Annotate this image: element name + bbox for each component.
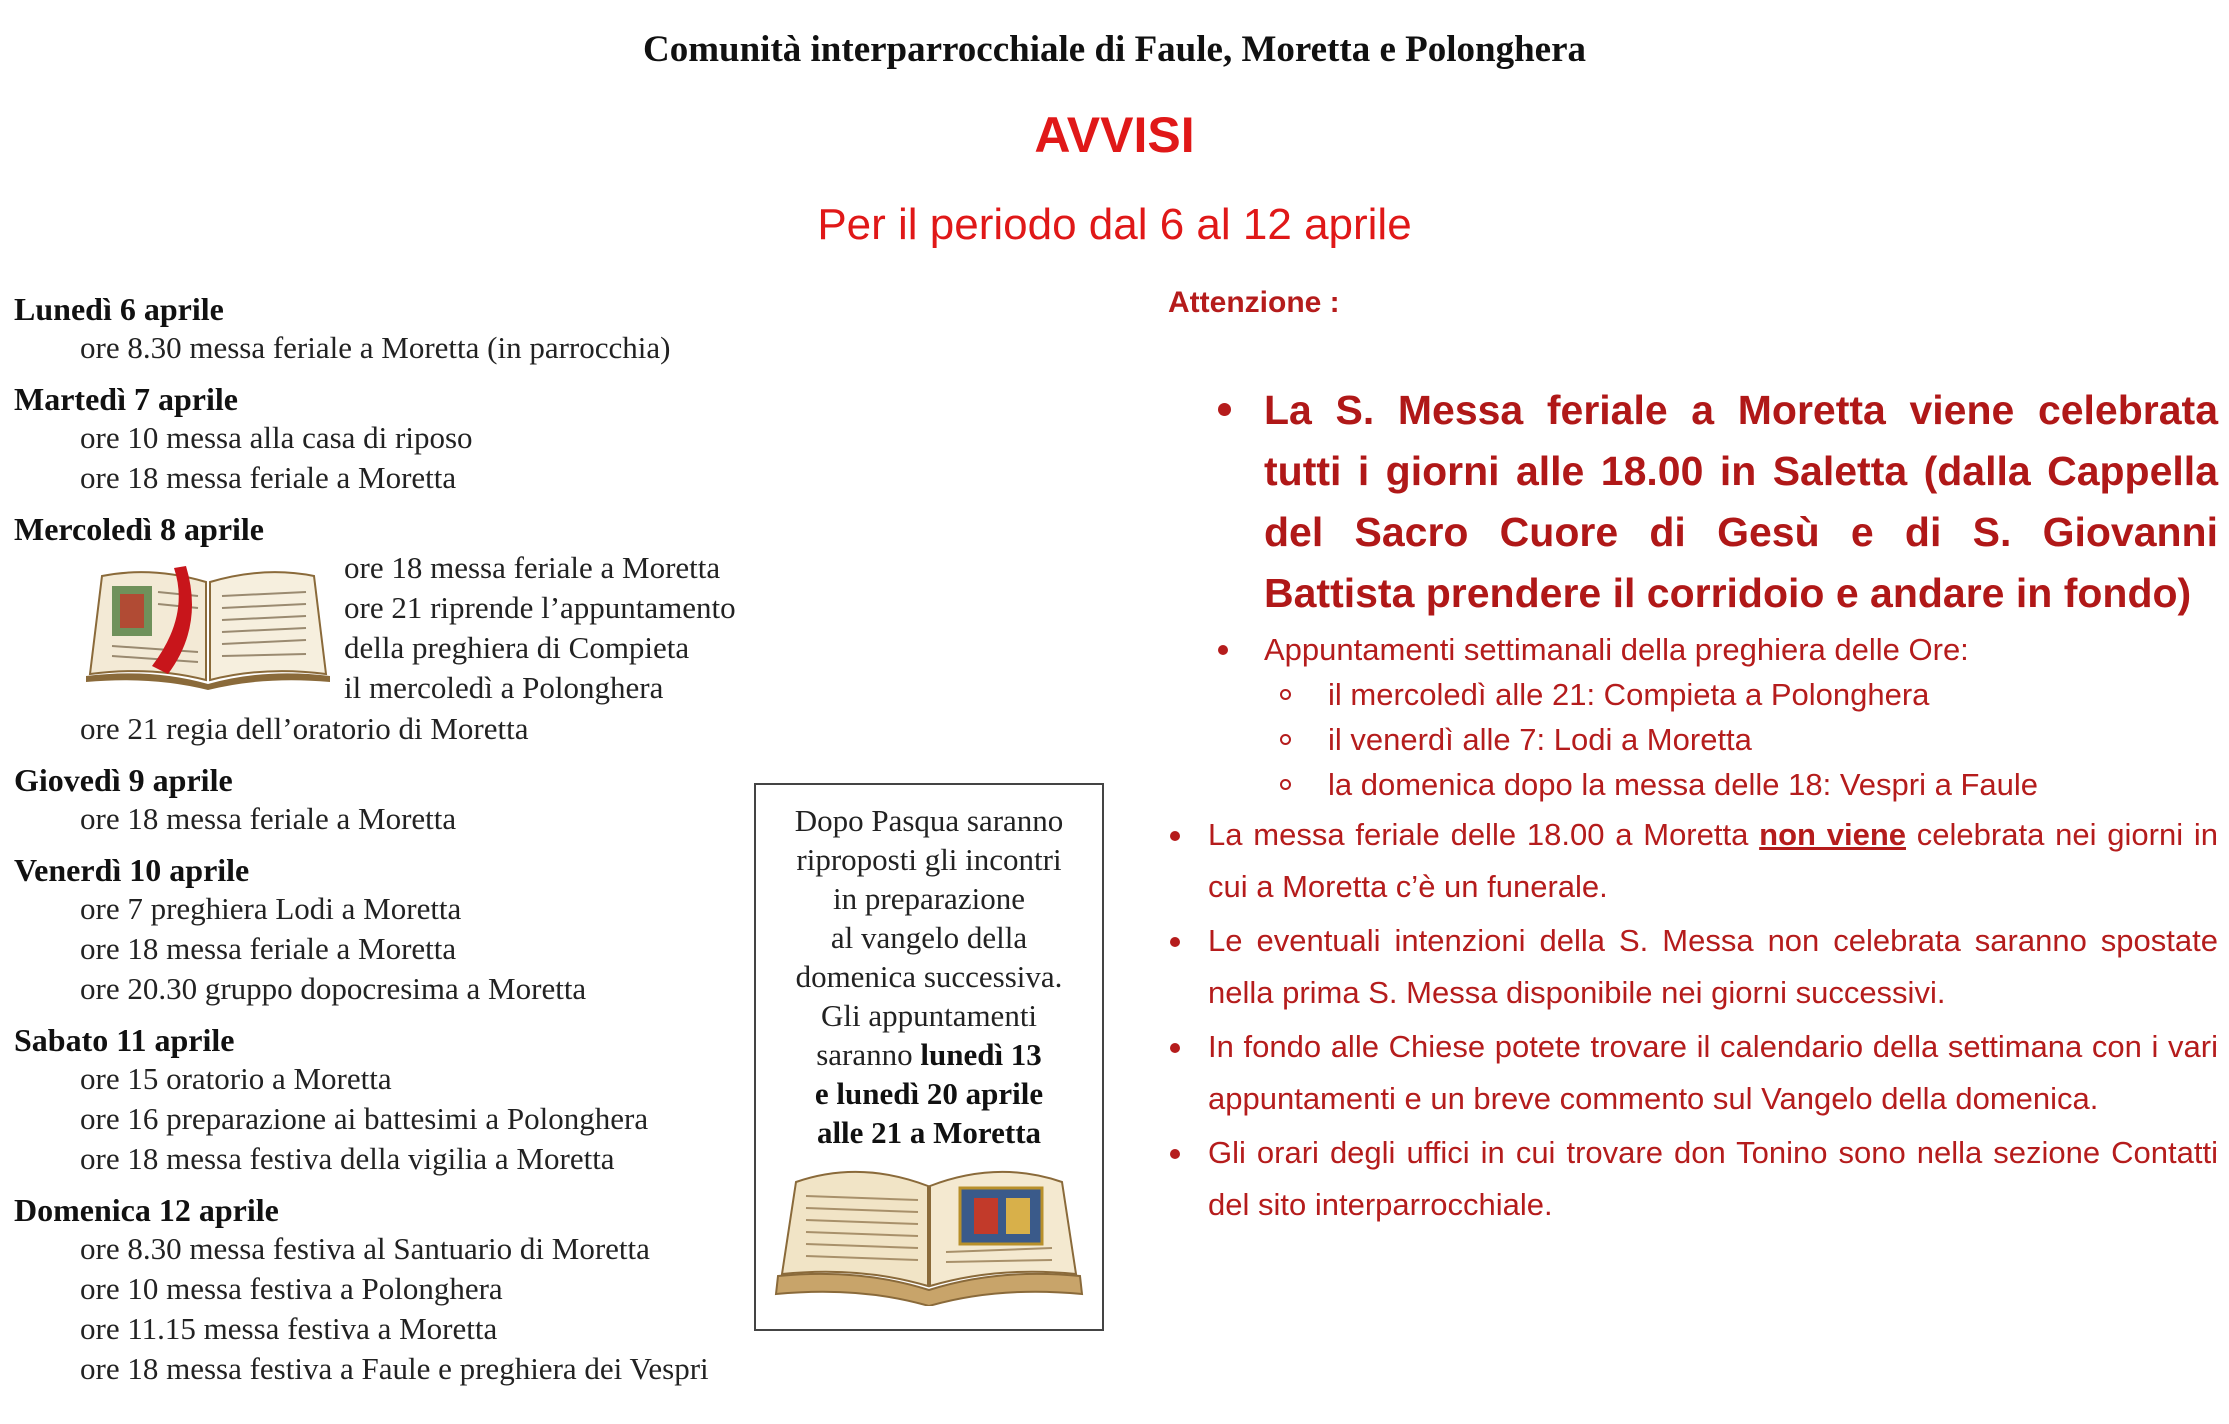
- notice-intentions: Le eventuali intenzioni della S. Messa non celebrata saranno spostate nella prima S. Messa disponibile nei giorni successivi.: [1168, 915, 2218, 1019]
- box-line: in preparazione: [833, 881, 1025, 916]
- notice-calendar: In fondo alle Chiese potete trovare il calendario della settimana con i vari appuntamenti e un breve commento sul Vangelo della domenica.: [1168, 1021, 2218, 1125]
- schedule-entry: il mercoledì a Polonghera: [344, 670, 664, 705]
- gospel-meetings-text: [756, 801, 1102, 1152]
- community-title: Comunità interparrocchiale di Faule, Moretta e Polonghera: [642, 29, 1586, 70]
- box-line: Gli appuntamenti: [820, 998, 1038, 1033]
- day-wednesday: [14, 510, 794, 749]
- schedule-entry: ore 18 messa feriale a Moretta: [80, 460, 457, 495]
- schedule-entry: ore 8.30 messa festiva al Santuario di Moretta: [80, 1231, 650, 1266]
- schedule-entry: ore 20.30 gruppo dopocresima a Moretta: [80, 971, 587, 1006]
- day-sunday: [14, 1191, 794, 1389]
- circle-bullet-icon: [1280, 689, 1291, 700]
- open-book-ribbon-image: [82, 556, 334, 690]
- schedule-entry: ore 10 messa festiva a Polonghera: [80, 1271, 503, 1306]
- notice-main-text: La S. Messa feriale a Moretta viene celebrata tutti i giorni alle 18.00 in Saletta (dalla Cappella del Sacro Cuore di Gesù e di S. Giovanni Battista prendere il corridoio e andare in fondo): [1264, 387, 2218, 616]
- schedule-entry: ore 18 messa feriale a Moretta: [80, 801, 457, 836]
- weekly-schedule: [14, 290, 794, 1401]
- day-tuesday: [14, 380, 794, 498]
- box-line: e lunedì 20 aprile: [814, 1076, 1044, 1111]
- circle-bullet-icon: [1280, 779, 1291, 790]
- bullet-icon: [1170, 1043, 1180, 1053]
- box-line: riproposti gli incontri: [796, 842, 1062, 877]
- day-title: Martedì 7 aprile: [14, 381, 238, 417]
- day-thursday: [14, 761, 794, 839]
- list-item: la domenica dopo la messa delle 18: Vespri a Faule: [1328, 762, 2218, 807]
- attention-label: Attenzione :: [1168, 286, 1340, 319]
- box-line: alle 21 a Moretta: [816, 1115, 1042, 1150]
- circle-bullet-icon: [1280, 734, 1291, 745]
- avvisi-heading: AVVISI: [1034, 107, 1195, 163]
- schedule-entry: ore 21 regia dell’oratorio di Moretta: [80, 711, 529, 746]
- open-gospel-book-image: [770, 1156, 1088, 1306]
- box-line: saranno lunedì 13: [816, 1037, 1042, 1072]
- day-saturday: [14, 1021, 794, 1179]
- bullet-icon: [1218, 645, 1228, 655]
- notice-funeral: La messa feriale delle 18.00 a Moretta non viene celebrata nei giorni in cui a Moretta c’è un funerale.: [1168, 809, 2218, 913]
- box-line: Dopo Pasqua saranno: [794, 803, 1064, 838]
- notices-section: [1168, 286, 2218, 1231]
- schedule-entry: ore 10 messa alla casa di riposo: [80, 420, 473, 455]
- schedule-entry: ore 8.30 messa feriale a Moretta (in parrocchia): [80, 330, 671, 365]
- schedule-entry: ore 21 riprende l’appuntamento: [344, 590, 736, 625]
- box-line: domenica successiva.: [795, 959, 1063, 994]
- bullet-icon: [1170, 937, 1180, 947]
- gospel-meetings-box: [754, 783, 1104, 1331]
- box-line: al vangelo della: [830, 920, 1028, 955]
- schedule-entry: ore 16 preparazione ai battesimi a Polonghera: [80, 1101, 649, 1136]
- notice-prayer: [1168, 628, 2218, 672]
- day-title: Sabato 11 aprile: [14, 1022, 235, 1058]
- schedule-entry: ore 7 preghiera Lodi a Moretta: [80, 891, 462, 926]
- bullet-icon: [1218, 403, 1231, 416]
- notice-prayer-title: Appuntamenti settimanali della preghiera delle Ore:: [1264, 632, 1969, 667]
- schedule-entry: ore 18 messa festiva della vigilia a Moretta: [80, 1141, 615, 1176]
- day-title: Domenica 12 aprile: [14, 1192, 279, 1228]
- notice-offices: Gli orari degli uffici in cui trovare don Tonino sono nella sezione Contatti del sito interparrocchiale.: [1168, 1127, 2218, 1231]
- list-item: il venerdì alle 7: Lodi a Moretta: [1328, 717, 2218, 762]
- notice-main: [1168, 380, 2218, 624]
- day-title: Lunedì 6 aprile: [14, 291, 224, 327]
- day-title: Mercoledì 8 aprile: [14, 511, 264, 547]
- bullet-icon: [1170, 831, 1180, 841]
- day-monday: [14, 290, 794, 368]
- schedule-entry: ore 18 messa festiva a Faule e preghiera dei Vespri: [80, 1351, 709, 1386]
- day-title: Venerdì 10 aprile: [14, 852, 250, 888]
- schedule-entry: ore 18 messa feriale a Moretta: [80, 931, 457, 966]
- schedule-entry: ore 18 messa feriale a Moretta: [344, 550, 721, 585]
- list-item: il mercoledì alle 21: Compieta a Polonghera: [1328, 672, 2218, 717]
- prayer-list: [1168, 672, 2218, 807]
- bullet-icon: [1170, 1149, 1180, 1159]
- schedule-entry: della preghiera di Compieta: [344, 630, 690, 665]
- day-title: Giovedì 9 aprile: [14, 762, 233, 798]
- period-subtitle: Per il periodo dal 6 al 12 aprile: [817, 200, 1412, 249]
- schedule-entry: ore 15 oratorio a Moretta: [80, 1061, 392, 1096]
- schedule-entry: ore 11.15 messa festiva a Moretta: [80, 1311, 498, 1346]
- day-friday: [14, 851, 794, 1009]
